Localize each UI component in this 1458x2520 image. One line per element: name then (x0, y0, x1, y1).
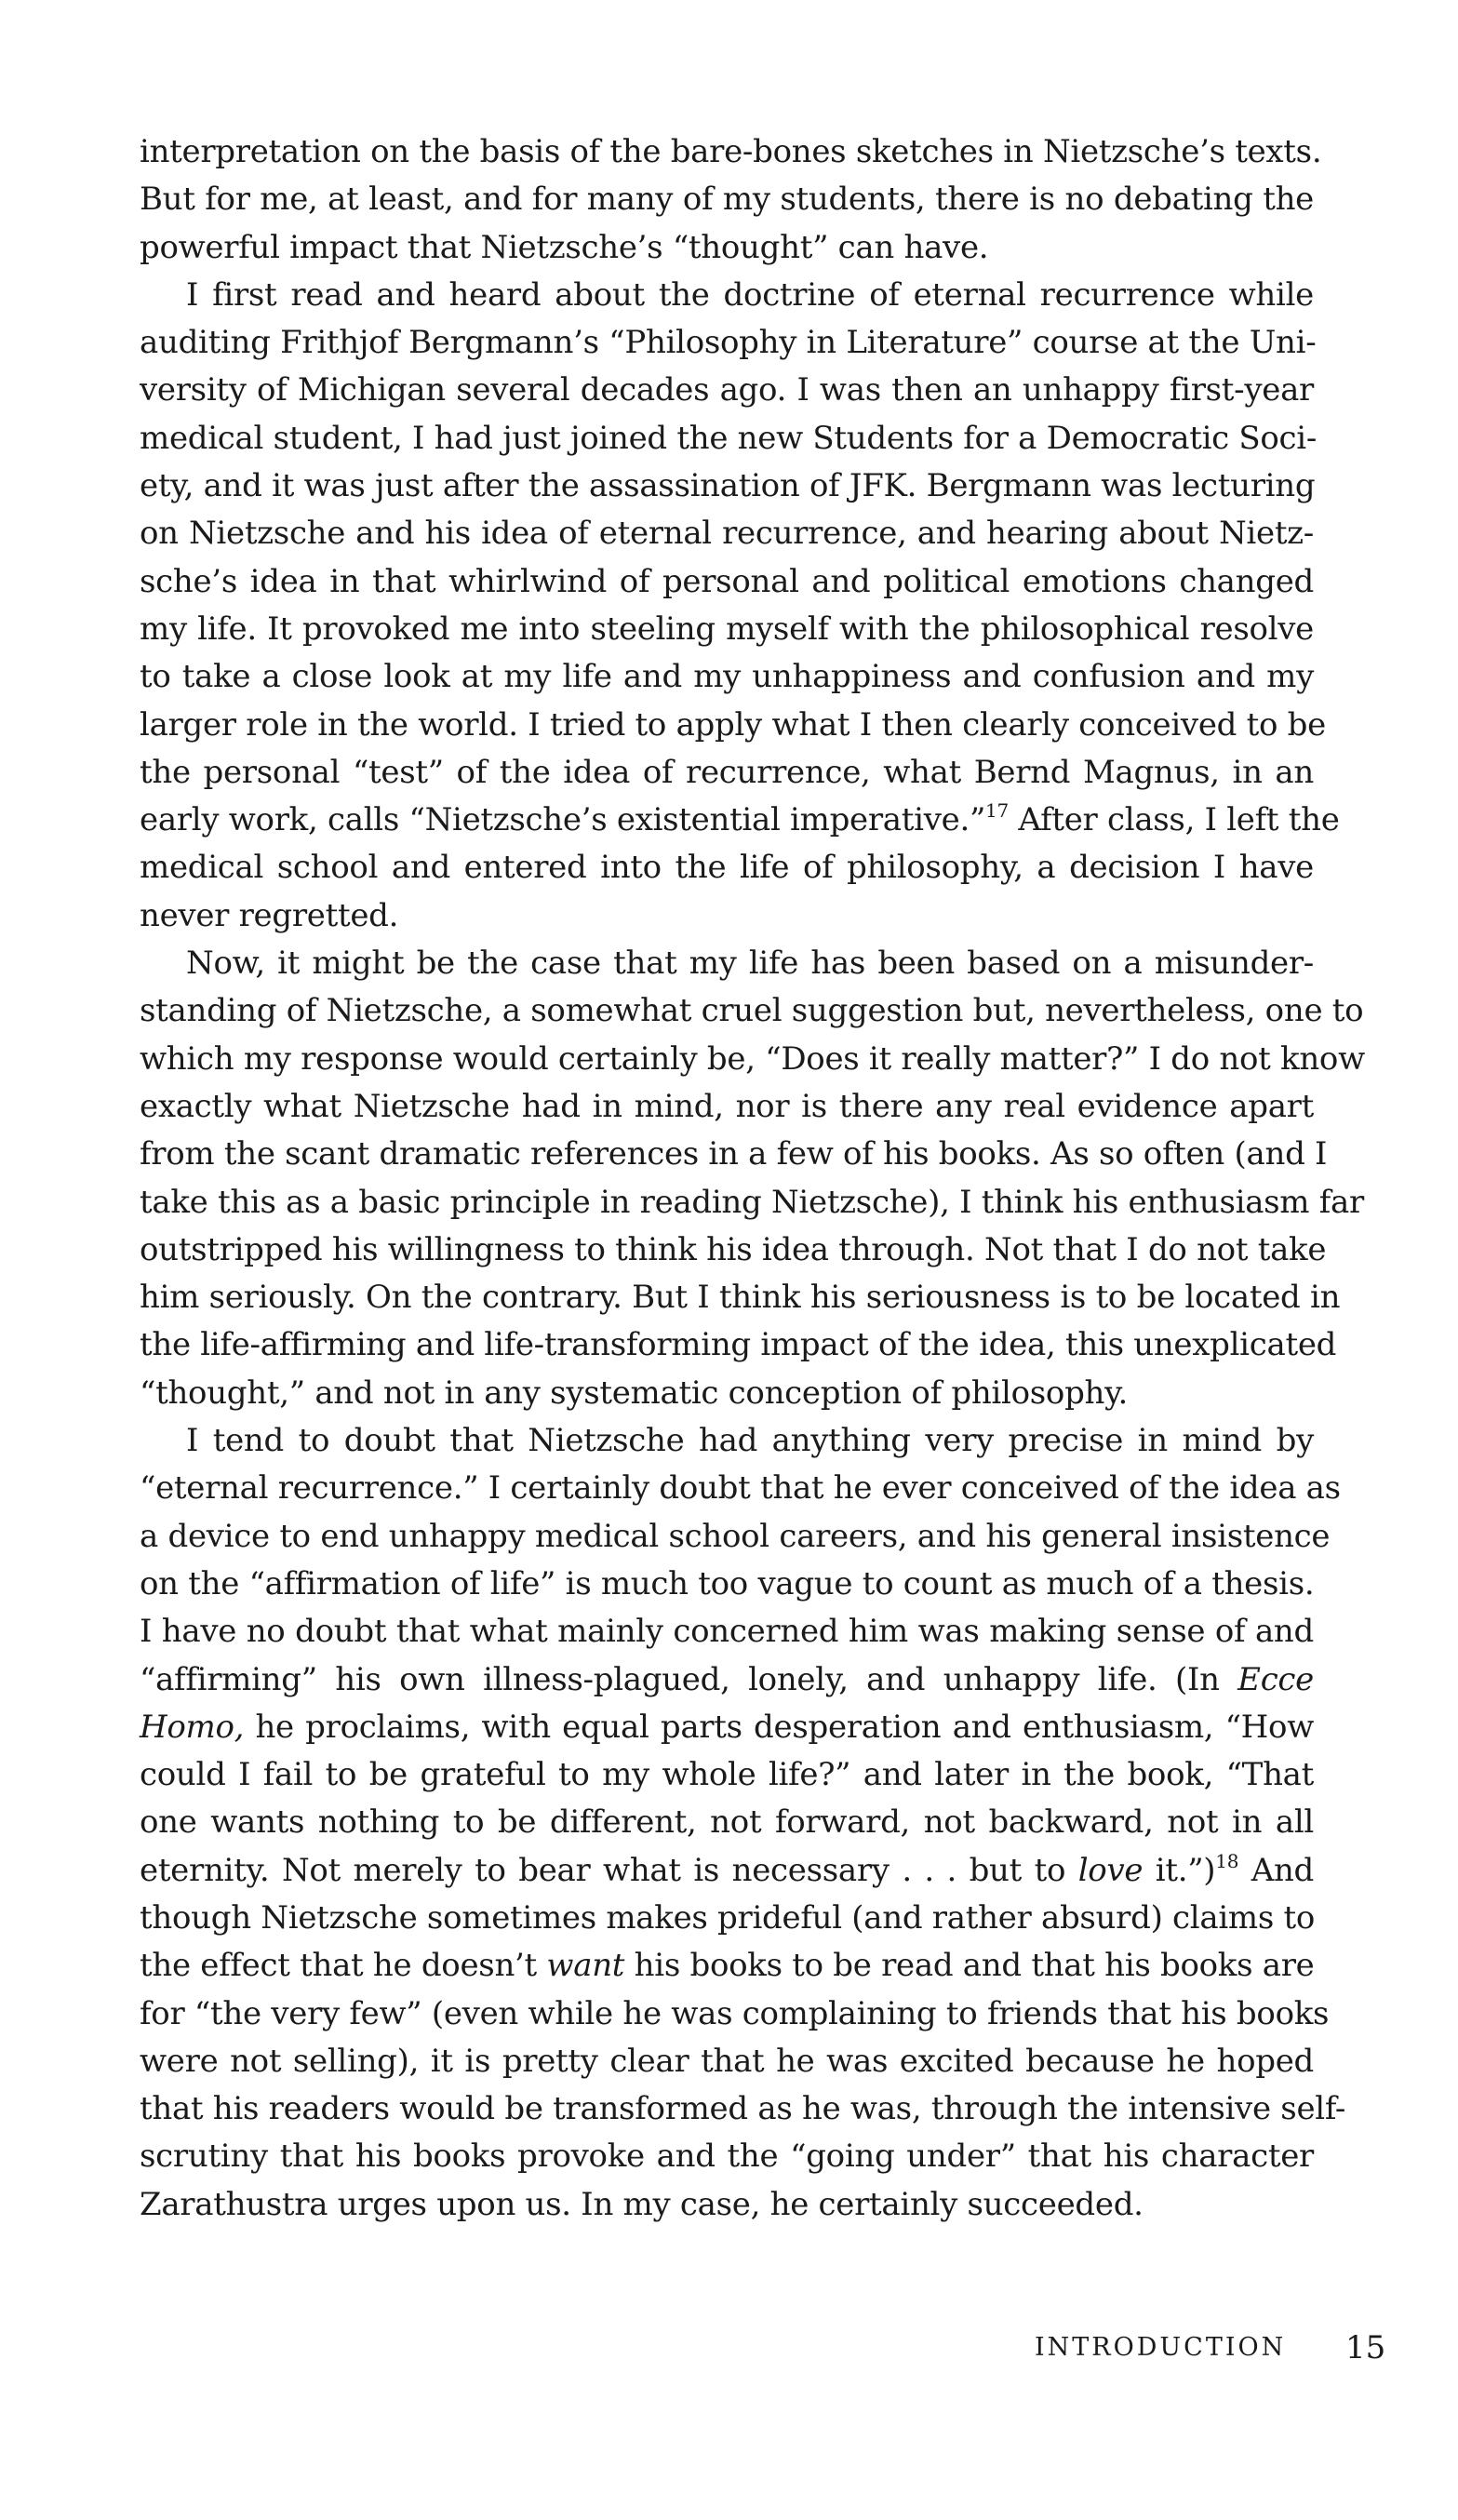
text-segment: “eternal recurrence.” I certainly doubt that he ever conceived of the idea as (140, 1469, 1341, 1508)
running-head: INTRODUCTION (1035, 2333, 1287, 2362)
italic-text: want (546, 1947, 625, 1985)
text-line (140, 940, 1314, 987)
text-segment: he proclaims, with equal parts desperation and enthusiasm, “How (244, 1708, 1314, 1746)
text-segment: Zarathustra urges upon us. In my case, he certainly succeeded. (140, 2185, 1144, 2223)
text-segment: interpretation on the basis of the bare-bones sketches in Nietzsche’s texts. (140, 133, 1322, 170)
text-segment: a device to end unhappy medical school careers, and his general insistence (140, 1517, 1331, 1555)
text-line (140, 1179, 1364, 1226)
text-segment: were not selling), it is pretty clear that he was excited because he hoped (140, 2042, 1314, 2080)
text-segment: though Nietzsche sometimes makes prideful (and rather absurd) claims to (140, 1898, 1316, 1937)
text-line (140, 1751, 1314, 1799)
text-segment: scrutiny that his books provoke and the “going under” that his character (140, 2138, 1314, 2176)
italic-text: Ecce (1237, 1660, 1314, 1698)
text-line (140, 1370, 1314, 1417)
text-line (140, 702, 1326, 749)
text-line (140, 987, 1364, 1035)
text-segment: eternity. Not merely to bear what is necessary . . . but to (140, 1851, 1078, 1889)
text-line (140, 224, 1314, 272)
text-line (140, 462, 1314, 510)
text-segment: from the scant dramatic references in a few of his books. As so often (and I (140, 1135, 1328, 1173)
text-line (140, 128, 1322, 176)
text-line (140, 272, 1314, 319)
text-line (140, 1321, 1337, 1369)
text-line (140, 319, 1317, 367)
text-line (140, 1036, 1365, 1083)
text-line (140, 1465, 1341, 1512)
text-segment: take this as a basic principle in reading Nietzsche), I think his enthusiasm far (140, 1183, 1364, 1221)
text-segment: powerful impact that Nietzsche’s “thought” can have. (140, 228, 989, 266)
text-segment: could I fail to be grateful to my whole life?” and later in the book, “That (140, 1756, 1314, 1794)
text-segment: I have no doubt that what mainly concerned him was making sense of and (140, 1613, 1314, 1651)
text-segment: to take a close look at my life and my unhappiness and confusion and my (140, 658, 1314, 696)
text-line (140, 2181, 1314, 2229)
text-line (140, 1513, 1331, 1561)
text-segment: larger role in the world. I tried to apply what I then clearly conceived to be (140, 705, 1326, 744)
text-line (140, 1895, 1314, 1942)
text-line (140, 1991, 1330, 2038)
text-line (140, 1799, 1314, 1846)
text-segment: for “the very few” (even while he was complaining to friends that his books (140, 1994, 1330, 2032)
text-line (140, 415, 1318, 462)
text-segment: my life. It provoked me into steeling myself with the philosophical resolve (140, 610, 1314, 648)
text-segment: ety, and it was just after the assassination of JFK. Bergmann was lecturing (140, 467, 1316, 505)
text-line (140, 1083, 1314, 1131)
text-line (140, 2085, 1346, 2133)
text-line (140, 653, 1314, 701)
text-line (140, 510, 1314, 557)
text-segment: Now, it might be the case that my life has been based on a misunder- (186, 945, 1314, 983)
text-line (140, 892, 1314, 940)
text-segment: outstripped his willingness to think his idea through. Not that I do not take (140, 1230, 1327, 1268)
text-line (140, 1704, 1314, 1751)
text-line (140, 1656, 1314, 1704)
text-segment: the life-affirming and life-transforming impact of the idea, this unexplicated (140, 1326, 1337, 1364)
text-line (140, 1608, 1314, 1655)
body-text (140, 128, 1365, 2229)
text-segment: After class, I left the (1008, 801, 1340, 839)
text-line (140, 558, 1314, 606)
text-segment: one wants nothing to be different, not forward, not backward, not in all (140, 1803, 1314, 1842)
text-segment: I first read and heard about the doctrine of eternal recurrence while (186, 275, 1314, 314)
text-segment: exactly what Nietzsche had in mind, nor is there any real evidence apart (140, 1087, 1314, 1125)
text-line (140, 2133, 1314, 2180)
text-segment: the personal “test” of the idea of recurrence, what Bernd Magnus, in an (140, 753, 1314, 791)
text-line (140, 176, 1314, 223)
footnote-ref: 17 (985, 799, 1009, 823)
text-line (140, 797, 1340, 844)
text-segment: standing of Nietzsche, a somewhat cruel suggestion but, nevertheless, one to (140, 992, 1364, 1030)
text-line (140, 2038, 1314, 2085)
text-line (140, 1942, 1314, 1990)
text-line (140, 1417, 1314, 1465)
text-line (140, 1226, 1327, 1274)
text-segment: “thought,” and not in any systematic conception of philosophy. (140, 1374, 1129, 1412)
text-segment: I tend to doubt that Nietzsche had anything very precise in mind by (186, 1422, 1314, 1460)
text-segment: early work, calls “Nietzsche’s existential imperative.” (140, 801, 986, 839)
text-line (140, 367, 1314, 414)
footnote-ref: 18 (1215, 1849, 1239, 1872)
text-line (140, 606, 1314, 653)
text-line (140, 1274, 1341, 1321)
text-segment: which my response would certainly be, “Does it really matter?” I do not know (140, 1039, 1365, 1078)
text-segment: never regretted. (140, 896, 399, 934)
text-line (140, 749, 1314, 797)
text-line (140, 844, 1314, 891)
text-segment: sche’s idea in that whirlwind of personal and political emotions changed (140, 562, 1314, 600)
text-segment: it.”) (1143, 1851, 1216, 1889)
text-segment: on Nietzsche and his idea of eternal recurrence, and hearing about Nietz- (140, 515, 1314, 553)
text-segment: the effect that he doesn’t (140, 1947, 547, 1985)
text-line (140, 1847, 1314, 1895)
text-segment: medical student, I had just joined the new Students for a Democratic Soci- (140, 419, 1318, 457)
text-segment: “affirming” his own illness-plagued, lonely, and unhappy life. (In (140, 1660, 1238, 1698)
italic-text: Homo, (140, 1708, 245, 1746)
text-segment: medical school and entered into the life of philosophy, a decision I have (140, 849, 1314, 887)
text-segment: versity of Michigan several decades ago. I was then an unhappy first-year (140, 371, 1314, 409)
text-segment: auditing Frithjof Bergmann’s “Philosophy in Literature” course at the Uni- (140, 324, 1317, 362)
text-segment: him seriously. On the contrary. But I think his seriousness is to be located in (140, 1279, 1341, 1317)
text-line (140, 1561, 1314, 1608)
page-number: 15 (1345, 2329, 1386, 2366)
text-segment: his books to be read and that his books are (624, 1947, 1315, 1985)
text-segment: that his readers would be transformed as he was, through the intensive self- (140, 2090, 1346, 2128)
page-footer (0, 2325, 1458, 2371)
text-segment: And (1238, 1851, 1315, 1889)
text-segment: on the “affirmation of life” is much too vague to count as much of a thesis. (140, 1564, 1315, 1602)
text-segment: But for me, at least, and for many of my students, there is no debating the (140, 181, 1314, 219)
italic-text: love (1077, 1851, 1144, 1889)
text-line (140, 1131, 1328, 1178)
